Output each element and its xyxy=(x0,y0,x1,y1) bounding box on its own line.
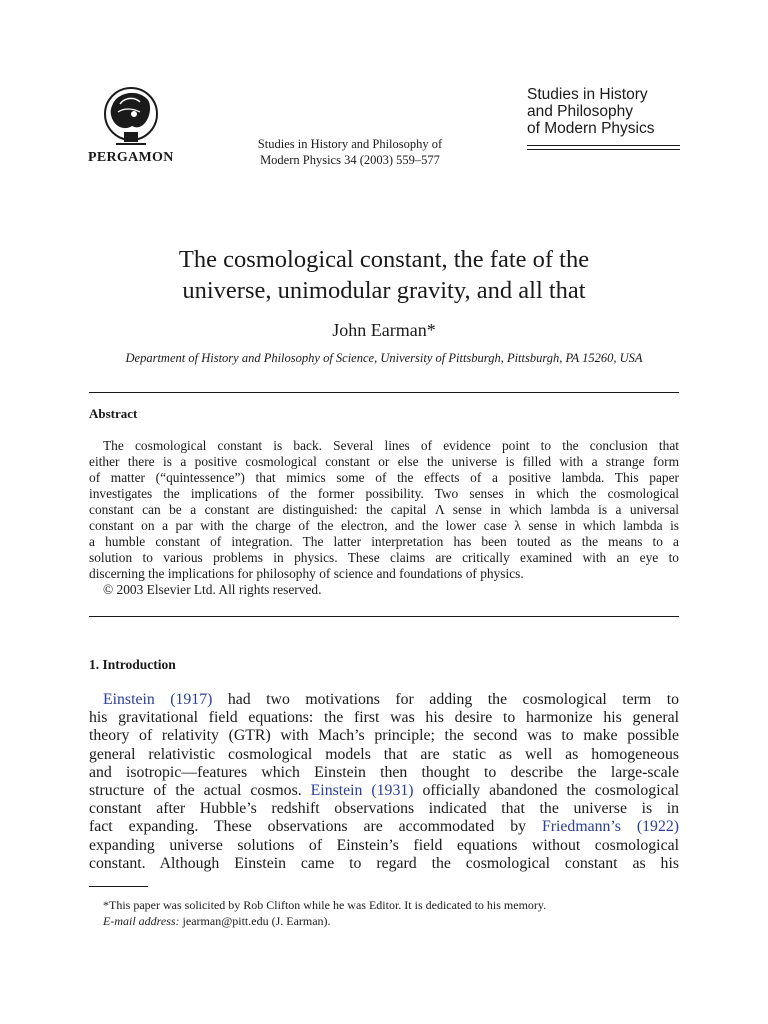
publisher-name: PERGAMON xyxy=(88,150,174,165)
abstract-line: of matter (“quintessence”) that mimics some of the effects of a positive lambda. This paper xyxy=(89,470,679,485)
intro-line: his gravitational field equations: the first was his desire to harmonize his general xyxy=(89,709,679,727)
abstract-line: solution to various problems in physics. These claims are critically examined with an eye to xyxy=(89,550,679,565)
journal-brand-title xyxy=(527,86,680,137)
abstract-line: a humble constant of integration. The latter interpretation has been touted as the means to a xyxy=(89,534,679,549)
footnote xyxy=(103,897,546,929)
abstract-heading: Abstract xyxy=(89,406,138,421)
footnote-rule xyxy=(89,886,148,887)
email-label: E-mail address: xyxy=(103,914,180,928)
abstract-body xyxy=(89,438,679,598)
citation-link-einstein-1931[interactable]: Einstein (1931) xyxy=(310,782,414,800)
email-address[interactable]: jearman@pitt.edu (J. Earman). xyxy=(179,914,331,928)
abstract-line: constant on a par with the charge of the electron, and the lower case λ sense in which lambda is xyxy=(89,518,679,533)
abstract-line: constant can be a constant are distinguished: the capital Λ sense in which lambda is a universal xyxy=(89,502,679,517)
intro-text: fact expanding. These observations are accommodated by xyxy=(89,818,542,836)
citation-link-friedmann-1922[interactable]: Friedmann’s (1922) xyxy=(541,818,679,836)
paper-title xyxy=(60,244,708,306)
citation-link-einstein-1917[interactable]: Einstein (1917) xyxy=(103,691,213,708)
intro-line xyxy=(89,818,679,836)
brand-line-3: of Modern Physics xyxy=(527,120,655,137)
intro-line: and isotropic—features which Einstein then thought to describe the large-scale xyxy=(89,763,679,781)
brand-line-2: and Philosophy xyxy=(527,103,633,120)
journal-citation xyxy=(230,136,470,168)
section-heading-introduction: 1. Introduction xyxy=(89,657,176,672)
author-affiliation: Department of History and Philosophy of Science, University of Pittsburgh, Pittsburgh, PA 15260, USA xyxy=(125,351,643,365)
brand-line-1: Studies in History xyxy=(527,86,648,103)
abstract-copyright: © 2003 Elsevier Ltd. All rights reserved. xyxy=(103,582,322,597)
abstract-line: investigates the implications of the former possibility. Two senses in which the cosmological xyxy=(89,486,679,501)
intro-line: theory of relativity (GTR) with Mach’s principle; the second was to make possible xyxy=(89,727,679,745)
intro-line xyxy=(89,691,679,709)
elsevier-tree-logo-icon xyxy=(96,84,166,150)
abstract-bottom-rule xyxy=(89,616,679,617)
intro-line: expanding universe solutions of Einstein’s field equations without cosmological xyxy=(89,836,679,854)
abstract-line: The cosmological constant is back. Several lines of evidence point to the conclusion that xyxy=(103,438,679,453)
intro-line: constant after Hubble’s redshift observations indicated that the universe is in xyxy=(89,800,679,818)
intro-text: officially abandoned the cosmological xyxy=(413,782,679,800)
footnote-line-1: *This paper was solicited by Rob Clifton while he was Editor. It is dedicated to his memory. xyxy=(103,898,547,912)
title-line-1: The cosmological constant, the fate of the xyxy=(178,246,590,273)
brand-double-rule xyxy=(527,145,680,150)
introduction-body xyxy=(89,691,679,873)
intro-line: constant. Although Einstein came to regard the cosmological constant as his xyxy=(89,854,679,872)
journal-citation-line-2: Modern Physics 34 (2003) 559–577 xyxy=(260,153,440,167)
title-line-2: universe, unimodular gravity, and all that xyxy=(182,277,586,304)
abstract-line: either there is a positive cosmological constant or else the universe is filled with a strange form xyxy=(89,454,679,469)
intro-text: had two motivations for adding the cosmological term to xyxy=(212,691,679,708)
journal-citation-line-1: Studies in History and Philosophy of xyxy=(257,137,443,151)
abstract-line: discerning the implications for philosophy of science and foundations of physics. xyxy=(89,566,524,581)
intro-line xyxy=(89,782,679,800)
abstract-top-rule xyxy=(89,392,679,393)
intro-text: structure of the actual cosmos. xyxy=(89,782,311,800)
intro-line: general relativistic cosmological models that are static as well as homogeneous xyxy=(89,745,679,763)
author-name: John Earman* xyxy=(332,320,436,340)
journal-brand-box xyxy=(527,86,680,150)
footnote-email-line xyxy=(103,913,546,929)
